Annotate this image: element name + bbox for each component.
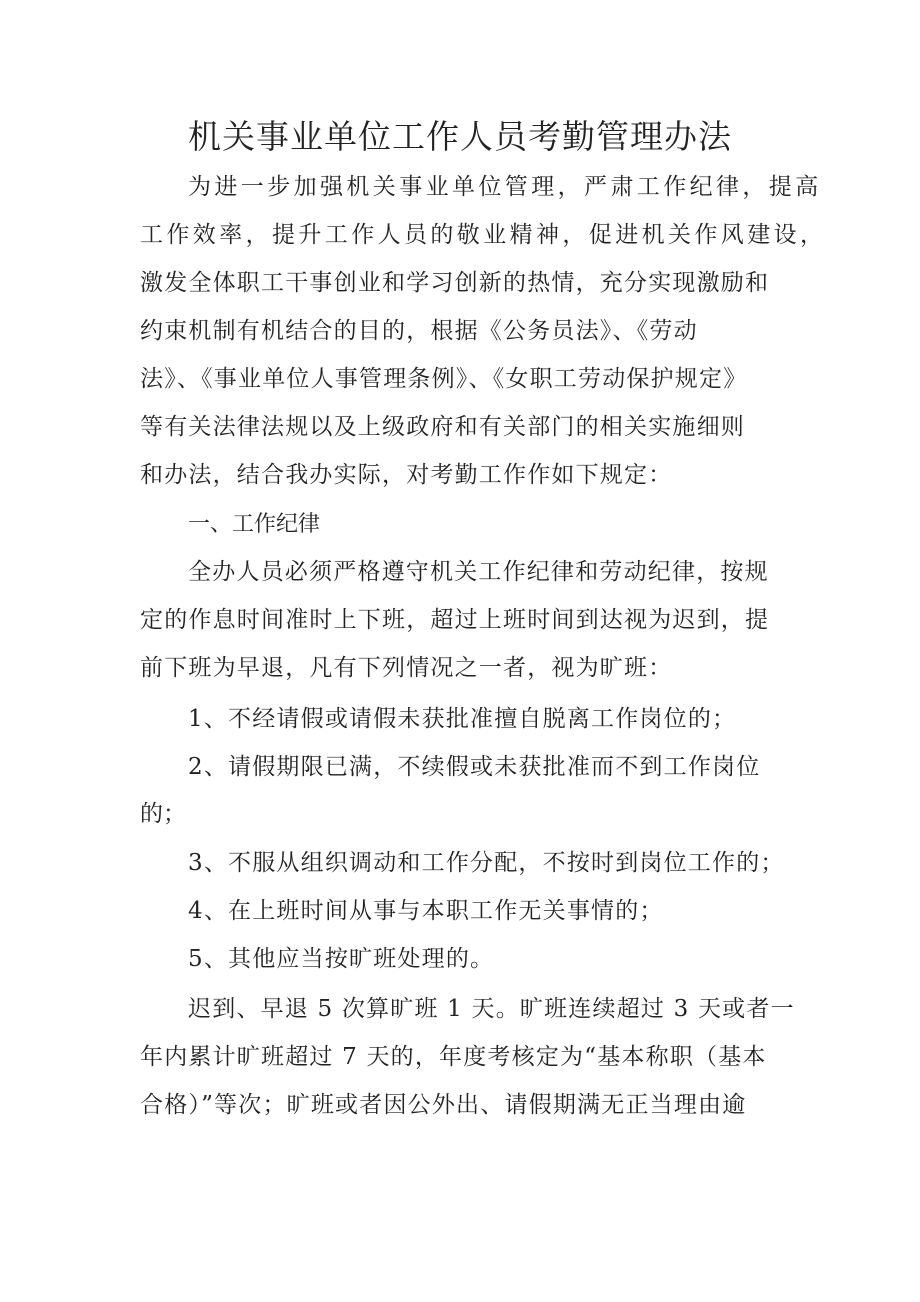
discipline-line-2: 定的作息时间准时上下班，超过上班时间到达视为迟到，提 [140,607,770,633]
list-item: 1、不经请假或请假未获批准擅自脱离工作岗位的； [188,706,737,732]
section-heading: 一、工作纪律 [188,512,321,537]
list-item: 3、不服从组织调动和工作分配，不按时到岗位工作的； [188,850,785,876]
list-item: 5、其他应当按旷班处理的。 [188,946,495,972]
intro-line-3: 激发全体职工干事创业和学习创新的热情，充分实现激励和 [140,270,770,296]
rule-line-3: 合格）”等次；旷班或者因公外出、请假期满无正当理由逾 [140,1092,747,1118]
discipline-line-1: 全办人员必须严格遵守机关工作纪律和劳动纪律，按规 [188,559,769,585]
rule-line-2: 年内累计旷班超过 7 天的，年度考核定为“基本称职（基本 [140,1044,767,1070]
intro-line-7: 和办法，结合我办实际，对考勤工作作如下规定： [140,462,673,488]
intro-line-5: 法》、《事业单位人事管理条例》、《女职工劳动保护规定》 [140,366,748,392]
intro-line-6: 等有关法律法规以及上级政府和有关部门的相关实施细则 [140,414,745,440]
list-item: 2、请假期限已满，不续假或未获批准而不到工作岗位 [188,754,761,780]
discipline-line-3: 前下班为早退，凡有下列情况之一者，视为旷班： [140,655,673,681]
list-item: 4、在上班时间从事与本职工作无关事情的； [188,898,664,924]
list-item-continuation: 的； [140,801,186,827]
intro-line-1: 为进一步加强机关事业单位管理，严肃工作纪律，提高 [188,174,822,200]
document-title: 机关事业单位工作人员考勤管理办法 [188,117,732,156]
intro-line-4: 约束机制有机结合的目的，根据《公务员法》、《劳动 [140,318,698,344]
rule-line-1: 迟到、早退 5 次算旷班 1 天。旷班连续超过 3 天或者一 [188,996,795,1022]
intro-line-2: 工作效率，提升工作人员的敬业精神，促进机关作风建设， [140,222,827,248]
